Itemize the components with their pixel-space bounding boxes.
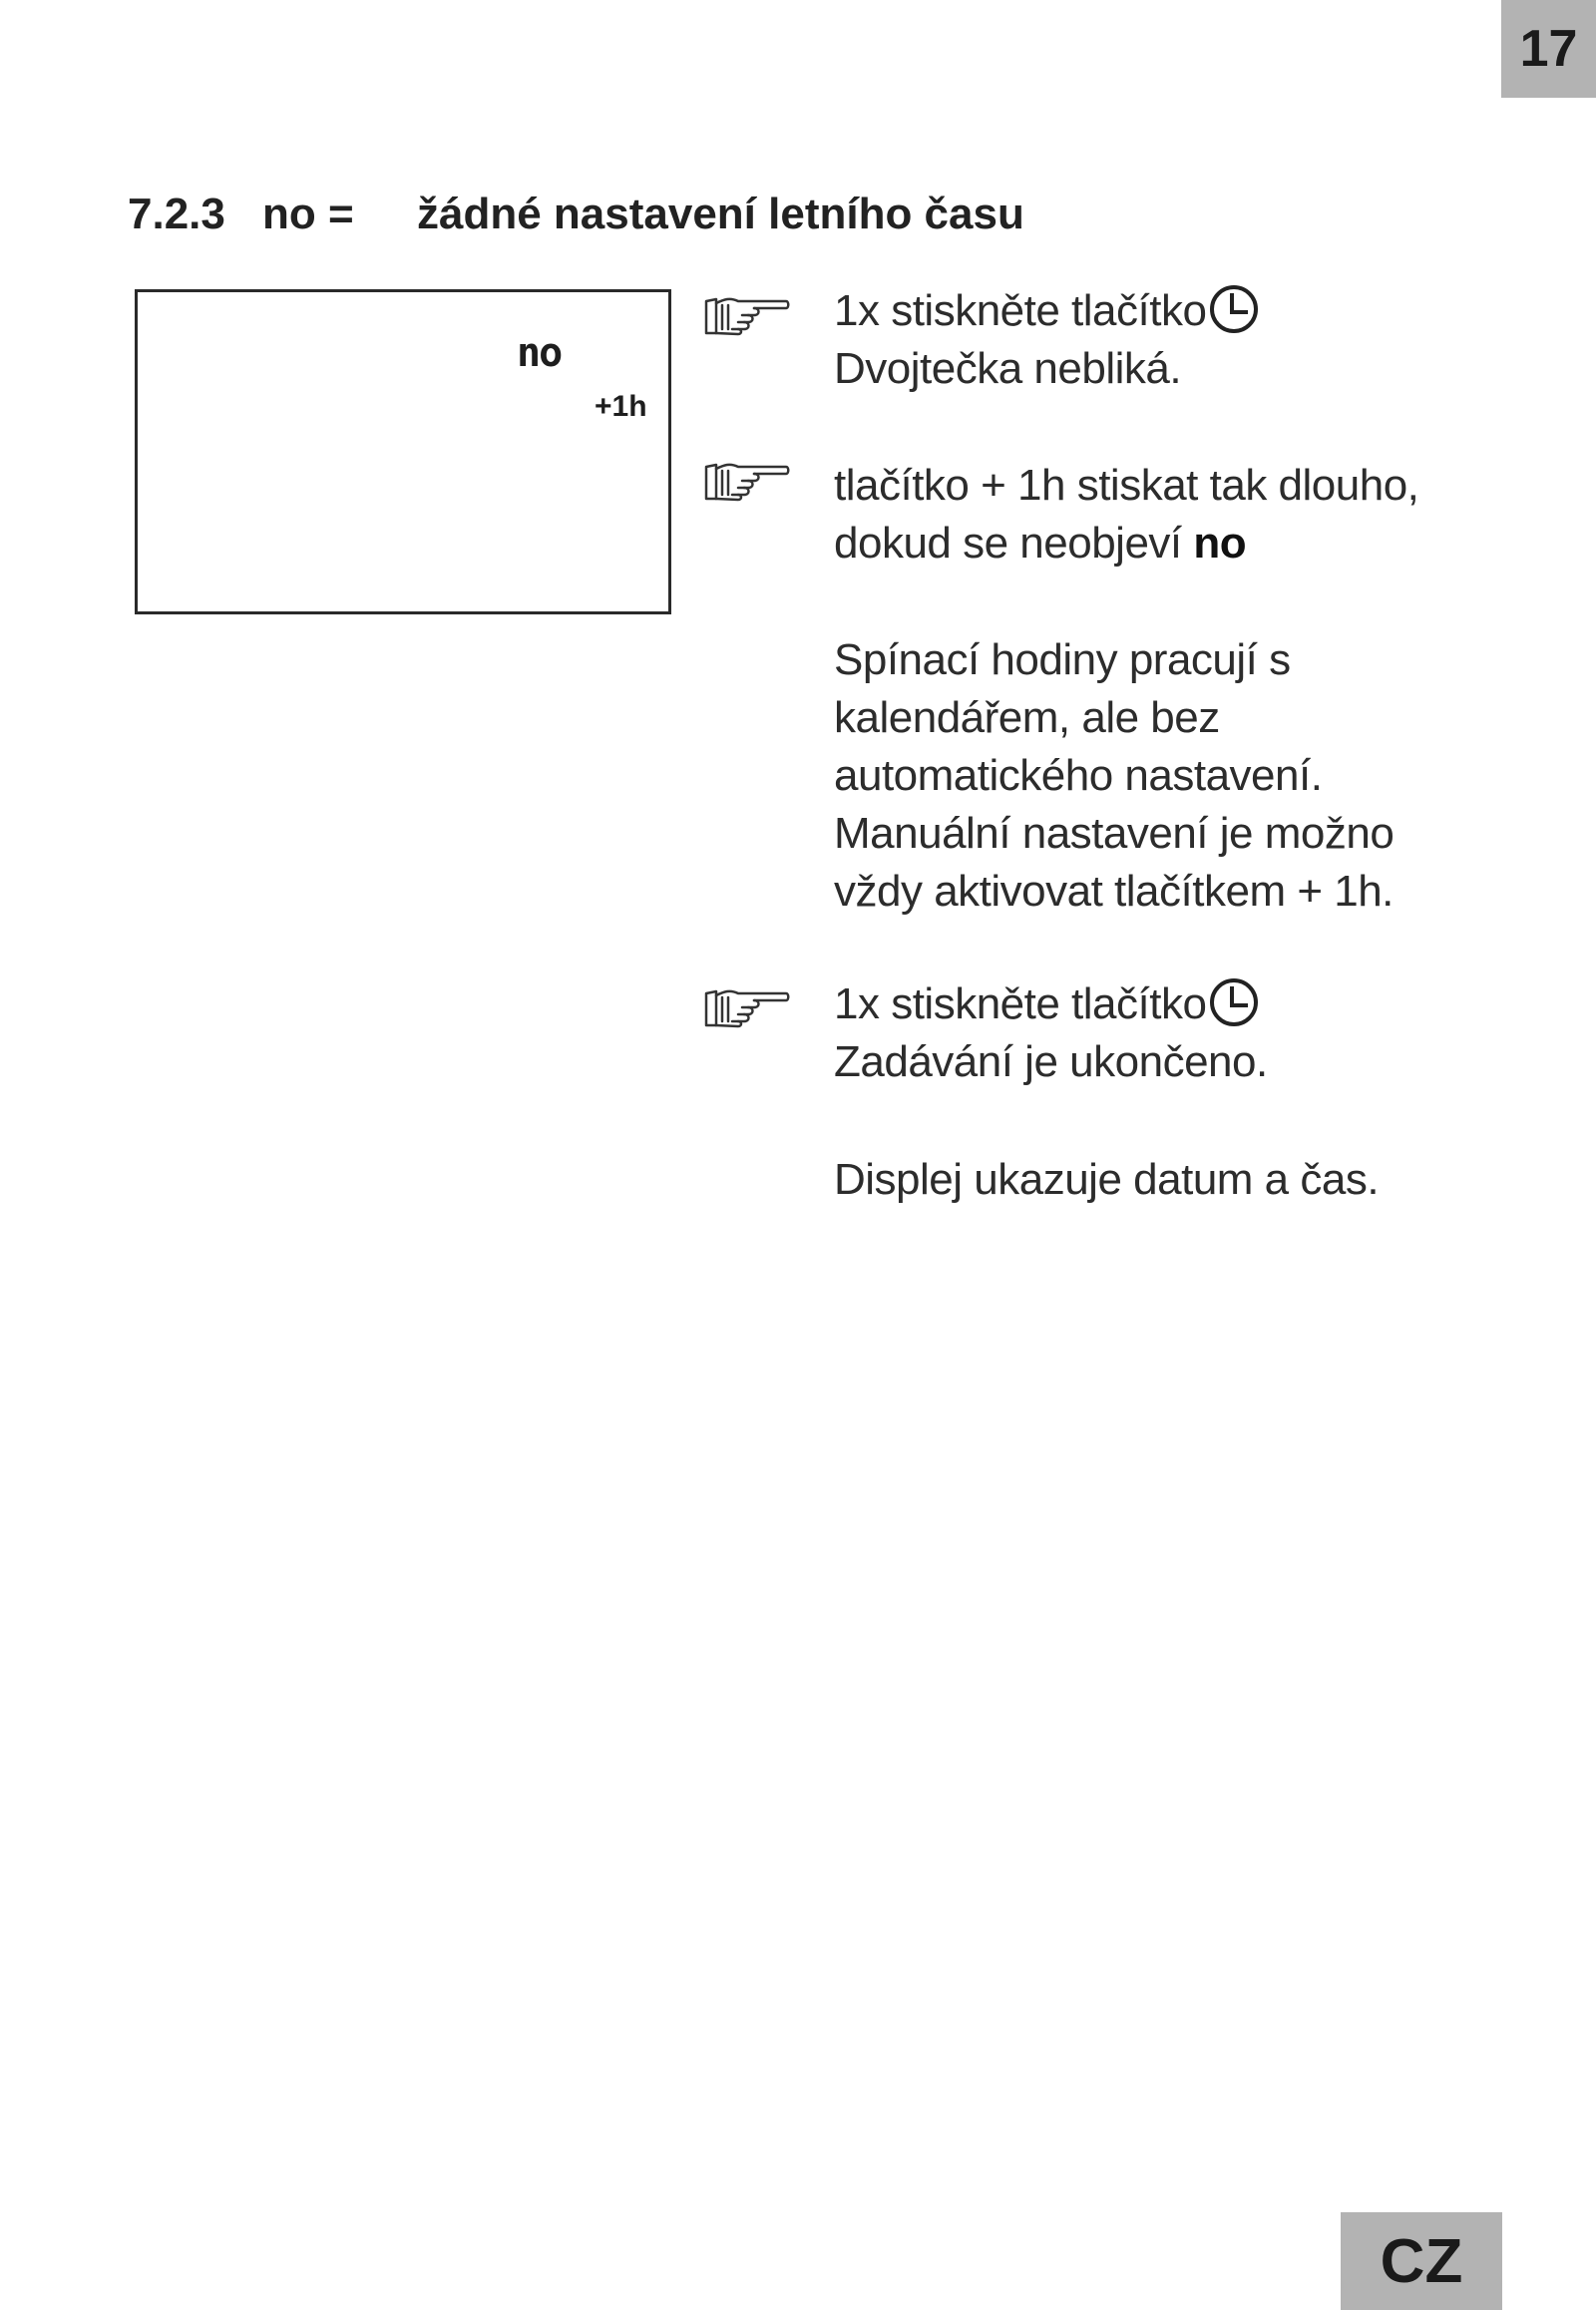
- final-note: [834, 1151, 1532, 1209]
- step-2-line-2: dokud se neobjeví: [834, 519, 1194, 568]
- lcd-display: [135, 289, 671, 614]
- section-title: žádné nastavení letního času: [417, 190, 1024, 238]
- step-1-line-1: 1x stiskněte tlačítko: [834, 286, 1207, 335]
- step-2-text: [834, 457, 1532, 573]
- pointing-hand-icon: [702, 293, 790, 339]
- info-line: Spínací hodiny pracují s: [834, 635, 1291, 684]
- clock-icon: [1208, 976, 1260, 1028]
- section-code: no =: [262, 190, 354, 238]
- pointing-hand-icon: [702, 985, 790, 1031]
- info-line: vždy aktivovat tlačítkem + 1h.: [834, 867, 1394, 916]
- info-line: kalendářem, ale bez: [834, 693, 1220, 742]
- language-tab: CZ: [1341, 2212, 1502, 2310]
- lcd-dst-indicator: +1h: [595, 390, 647, 423]
- page-number: 17: [1501, 0, 1596, 98]
- lcd-main-value: no: [517, 330, 562, 376]
- step-2-bold-value: no: [1193, 519, 1247, 568]
- step-1-line-2: Dvojtečka nebliká.: [834, 344, 1182, 393]
- step-2-line-1: tlačítko + 1h stiskat tak dlouho,: [834, 461, 1419, 510]
- info-line: automatického nastavení.: [834, 751, 1323, 800]
- step-1-text: [834, 282, 1532, 398]
- pointing-hand-icon: [702, 459, 790, 505]
- step-3-line-2: Zadávání je ukončeno.: [834, 1037, 1268, 1086]
- clock-icon: [1208, 283, 1260, 335]
- section-number: 7.2.3: [128, 190, 225, 238]
- info-paragraph: [834, 631, 1532, 921]
- final-note-text: Displej ukazuje datum a čas.: [834, 1155, 1380, 1204]
- step-3-text: [834, 975, 1532, 1091]
- step-3-line-1: 1x stiskněte tlačítko: [834, 979, 1207, 1028]
- info-line: Manuální nastavení je možno: [834, 809, 1395, 858]
